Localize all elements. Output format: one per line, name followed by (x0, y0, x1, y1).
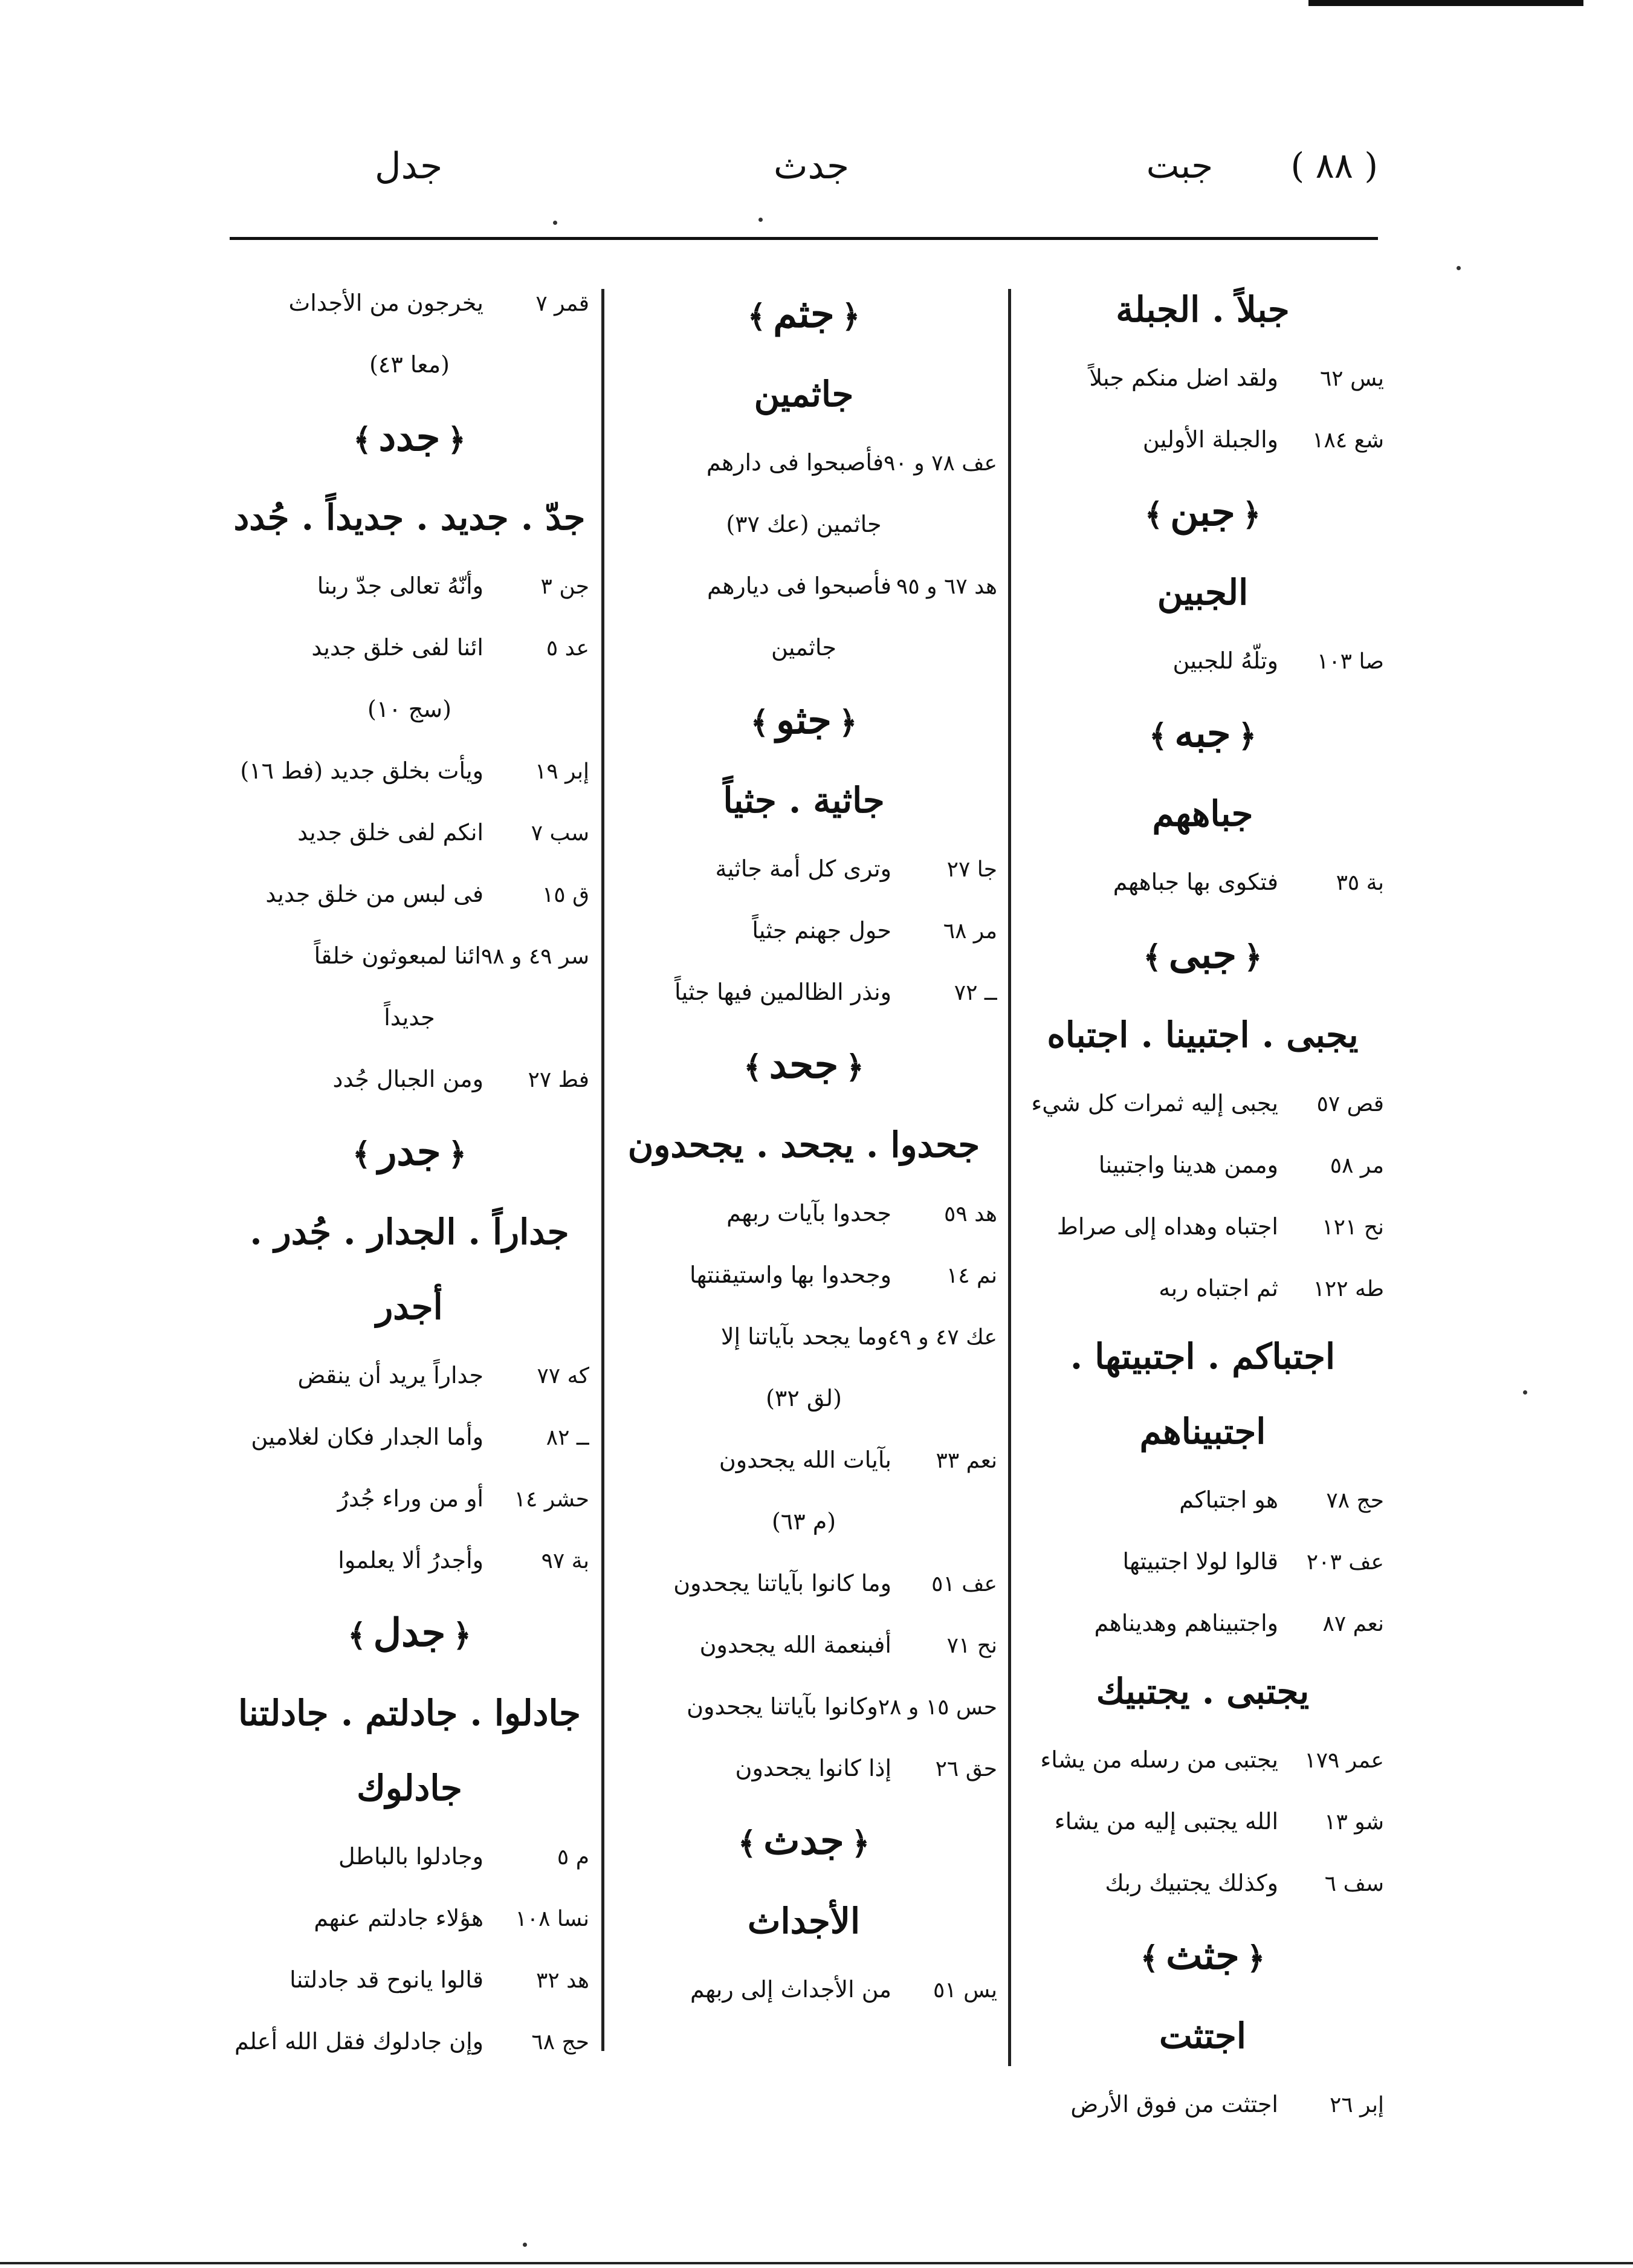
sura-ref: ــ ٧٢ (954, 980, 997, 1005)
header-root-right: جبت (1146, 145, 1214, 186)
verse-text: ويأت بخلق جديد (فط ١٦) (240, 757, 483, 784)
sura-ref: بة ٣٥ (1336, 870, 1384, 895)
cross-ref-note: (سج ١٠) (367, 696, 451, 722)
ornament-bracket: ﴾ (1144, 496, 1163, 533)
derived-forms: اجتثت (1159, 2015, 1246, 2056)
root-text: جدل (373, 1610, 446, 1656)
verse-entry (230, 1887, 589, 1949)
ornament-bracket: ﴾ (1143, 939, 1162, 976)
sura-ref: إبر ٢٦ (1330, 2093, 1384, 2117)
verse-text: ائنا لمبعوثون خلقاً (314, 942, 481, 969)
sura-ref: شع ١٨٤ (1312, 428, 1384, 453)
scan-speck (553, 221, 557, 225)
verse-entry (1021, 1072, 1384, 1134)
verse-entry (610, 1552, 997, 1614)
verse-continuation: (م ٦٣) (771, 1508, 836, 1535)
verse-entry (1021, 1790, 1384, 1852)
derived-forms: جبلاً . الجبلة (1116, 289, 1290, 330)
verse-entry (610, 1676, 997, 1737)
verse-text: فتكوى بها جباههم (1113, 869, 1278, 895)
verse-text: وأجدرُ ألا يعلموا (338, 1547, 483, 1573)
ornament-bracket: ﴿ (841, 298, 861, 335)
verse-entry (610, 1182, 997, 1244)
verse-text: ونذر الظالمين فيها جثياً (674, 979, 891, 1005)
sura-ref: يس ٥١ (933, 1978, 997, 2003)
verse-entry (1021, 1531, 1384, 1592)
sura-ref: هد ٣٢ (536, 1968, 589, 1993)
verse-text: ولقد اضل منكم جبلاً (1089, 364, 1278, 391)
verse-text: هؤلاء جادلتم عنهم (314, 1905, 483, 1931)
root-heading (1021, 1914, 1384, 1998)
verse-entry (230, 740, 589, 802)
ornament-bracket: ﴿ (1242, 496, 1261, 533)
page-header (230, 145, 1378, 206)
sura-ref: كه ٧٧ (537, 1364, 589, 1388)
sura-ref: حج ٧٨ (1326, 1488, 1384, 1513)
sura-ref: نح ١٢١ (1322, 1215, 1384, 1240)
derived-forms: اجتباكم . اجتبيتها . اجتبيناهم (1070, 1336, 1336, 1452)
verse-entry (610, 432, 997, 493)
verse-text: وإن جادلوك فقل الله أعلم (234, 2028, 483, 2055)
ornament-bracket: ﴾ (1140, 1940, 1159, 1977)
verse-text: يجبى إليه ثمرات كل شيء (1031, 1090, 1278, 1116)
sura-ref: عد ٥ (546, 636, 589, 661)
verse-text: وكذلك يجتبيك ربك (1105, 1870, 1278, 1896)
sura-ref: نعم ٨٧ (1322, 1612, 1384, 1636)
root-text: جدد (378, 415, 441, 460)
verse-text: من الأجداث إلى ربهم (690, 1976, 891, 2003)
verse-entry (230, 1529, 589, 1591)
derived-forms: يجتبى . يجتبيك (1096, 1671, 1310, 1712)
sura-ref: سف ٦ (1324, 1871, 1384, 1896)
verse-text: ائنا لفى خلق جديد (311, 634, 483, 661)
verse-entry (610, 961, 997, 1023)
verse-entry (230, 802, 589, 863)
verse-entry (610, 1614, 997, 1676)
root-heading (610, 678, 997, 763)
sura-ref: حج ٦٨ (531, 2030, 589, 2055)
derived-forms: جداراً . الجدار . جُدر . أجدر (250, 1211, 569, 1327)
ornament-bracket: ﴿ (846, 1049, 864, 1086)
verse-text: ثم اجتباه ربه (1159, 1275, 1278, 1301)
verse-text: اجتثت من فوق الأرض (1070, 2091, 1278, 2117)
verse-entry (1021, 347, 1384, 409)
root-heading (1021, 470, 1384, 555)
verse-entry (610, 899, 997, 961)
verse-entry (230, 272, 589, 334)
verse-text: جداراً يريد أن ينقض (297, 1362, 483, 1388)
verse-entry (230, 1048, 589, 1110)
header-root-left: جدل (375, 145, 443, 187)
root-text: جثم (773, 291, 835, 337)
verse-entry (230, 1468, 589, 1529)
verse-entry (230, 555, 589, 617)
root-text: جدث (763, 1818, 844, 1864)
ornament-bracket: ﴿ (838, 704, 858, 741)
header-rule (230, 237, 1378, 240)
verse-entry (610, 1244, 997, 1306)
sura-ref: قمر ٧ (535, 291, 589, 316)
derived-forms: جحدوا . يجحد . يجحدون (627, 1124, 980, 1165)
root-heading (230, 1591, 589, 1676)
verse-text: فى لبس من خلق جديد (265, 881, 483, 907)
sura-ref: نح ٧١ (946, 1633, 997, 1658)
derived-forms: جدّ . جديد . جديداً . جُدد (233, 497, 586, 538)
root-heading (610, 1023, 997, 1107)
ornament-bracket: ﴾ (352, 1136, 371, 1173)
sura-ref: حشر ١٤ (514, 1487, 589, 1512)
verse-text: هو اجتباكم (1179, 1486, 1278, 1513)
derived-forms: جاثية . جثياً (723, 780, 885, 821)
verse-entry (1021, 630, 1384, 692)
scan-speck (523, 2243, 527, 2247)
derived-forms: الجبين (1157, 572, 1249, 613)
sura-ref: مر ٦٨ (943, 919, 997, 944)
verse-entry (610, 555, 997, 617)
sura-ref: نسا ١٠٨ (515, 1907, 589, 1931)
sura-ref: سر ٤٩ و ٩٨ (480, 944, 589, 969)
verse-entry (230, 1344, 589, 1406)
verse-text: اجتباه وهداه إلى صراط (1056, 1213, 1278, 1240)
verse-entry (610, 838, 997, 899)
root-heading (610, 272, 997, 357)
verse-entry (1021, 409, 1384, 470)
verse-text: الله يجتبى إليه من يشاء (1054, 1808, 1278, 1835)
bottom-edge (0, 2262, 1633, 2264)
column-left (230, 272, 589, 2072)
verse-entry (230, 1949, 589, 2010)
verse-text: قالوا لولا اجتبيتها (1122, 1548, 1278, 1575)
sura-ref: طه ١٢٢ (1313, 1277, 1384, 1301)
verse-continuation: جاثمين (771, 634, 836, 661)
root-text: جبه (1174, 711, 1231, 756)
verse-text: ومن الجبال جُدد (332, 1066, 483, 1092)
verse-text: فأصبحوا فى دارهم (706, 449, 884, 476)
verse-entry (1021, 1729, 1384, 1790)
column-middle (610, 272, 997, 2020)
ornament-bracket: ﴿ (448, 1136, 467, 1173)
ornament-bracket: ﴾ (747, 298, 766, 335)
root-text: جثث (1166, 1933, 1240, 1978)
verse-text: حول جهنم جثياً (752, 917, 891, 944)
sura-ref: يس ٦٢ (1319, 366, 1384, 391)
sura-ref: عك ٤٧ و ٤٩ (888, 1325, 997, 1350)
root-text: جثو (776, 698, 832, 743)
root-heading (230, 395, 589, 480)
derived-forms: جاثمين (754, 374, 854, 415)
root-text: جدر (378, 1129, 441, 1174)
verse-text: وتلّهُ للجبين (1172, 647, 1278, 674)
root-heading (230, 1110, 589, 1194)
verse-text: وأنّهُ تعالى جدّ ربنا (317, 572, 483, 599)
root-text: جبى (1168, 932, 1237, 977)
verse-text: واجتبيناهم وهديناهم (1094, 1610, 1278, 1636)
verse-entry (1021, 1257, 1384, 1319)
root-text: جبن (1170, 490, 1235, 535)
sura-ref: سب ٧ (531, 821, 589, 846)
ornament-bracket: ﴾ (737, 1825, 757, 1862)
verse-text: قالوا يانوح قد جادلتنا (289, 1966, 483, 1993)
verse-entry (610, 1737, 997, 1799)
derived-forms: جادلوك (357, 1767, 462, 1809)
verse-text: إذا كانوا يجحدون (735, 1755, 891, 1781)
sura-ref: م ٥ (557, 1845, 589, 1870)
verse-entry (230, 617, 589, 678)
verse-continuation: جديداً (384, 1004, 435, 1031)
derived-forms: يجبى . اجتبينا . اجتباه (1047, 1014, 1359, 1055)
verse-text: والجبلة الأولين (1142, 426, 1278, 453)
root-heading (610, 1799, 997, 1884)
column-divider (601, 289, 604, 2051)
sura-ref: هد ٦٧ و ٩٥ (896, 574, 997, 599)
sura-ref: ق ١٥ (542, 883, 589, 907)
verse-entry (230, 1406, 589, 1468)
root-heading (1021, 692, 1384, 776)
verse-entry (610, 1306, 997, 1367)
sura-ref: إبر ١٩ (535, 759, 589, 784)
verse-text: وكانوا بآياتنا يجحدون (687, 1693, 878, 1720)
verse-text: يخرجون من الأجداث (288, 290, 483, 316)
sura-ref: بة ٩٧ (541, 1549, 589, 1573)
verse-entry (230, 1826, 589, 1887)
sura-ref: شو ١٣ (1324, 1810, 1384, 1835)
verse-text: يجتبى من رسله من يشاء (1040, 1746, 1278, 1773)
sura-ref: جا ٢٧ (946, 857, 997, 882)
ornament-bracket: ﴿ (453, 1617, 471, 1654)
ornament-bracket: ﴾ (353, 421, 372, 458)
cross-ref-note: (معا ٤٣) (369, 351, 450, 378)
column-right (1021, 272, 1384, 2135)
ornament-bracket: ﴾ (1148, 718, 1168, 754)
verse-text: وجحدوا بها واستيقنتها (690, 1262, 891, 1288)
verse-text: بآيات الله يجحدون (719, 1447, 891, 1473)
verse-entry (1021, 851, 1384, 913)
verse-text: أفبنعمة الله يجحدون (699, 1631, 891, 1658)
verse-entry (1021, 2073, 1384, 2135)
ornament-bracket: ﴿ (1246, 1940, 1266, 1977)
verse-text: وممن هدينا واجتبينا (1098, 1152, 1278, 1178)
derived-forms: جباههم (1152, 793, 1253, 834)
page-number: ( ٨٨ ) (1290, 145, 1378, 186)
sura-ref: فط ٢٧ (528, 1068, 589, 1092)
scan-speck (758, 218, 763, 222)
verse-entry (230, 2010, 589, 2072)
ornament-bracket: ﴾ (750, 704, 769, 741)
root-heading (1021, 913, 1384, 997)
sura-ref: عف ٥١ (931, 1572, 997, 1596)
sura-ref: عف ٧٨ و ٩٠ (884, 451, 997, 476)
header-right (1146, 145, 1378, 186)
verse-continuation: جاثمين (عك ٣٧) (726, 511, 882, 537)
verse-text: انكم لفى خلق جديد (297, 819, 483, 846)
sura-ref: عمر ١٧٩ (1304, 1748, 1384, 1773)
ornament-bracket: ﴿ (1244, 939, 1263, 976)
sura-ref: صا ١٠٣ (1317, 649, 1384, 674)
verse-entry (610, 1429, 997, 1491)
derived-forms: جادلوا . جادلتم . جادلتنا (238, 1693, 581, 1734)
verse-text: أو من وراء جُدرُ (337, 1485, 483, 1512)
root-text: جحد (769, 1042, 839, 1087)
scan-speck (1523, 1390, 1527, 1395)
verse-entry (610, 1959, 997, 2020)
sura-ref: جن ٣ (540, 574, 589, 599)
verse-text: جحدوا بآيات ربهم (726, 1200, 891, 1226)
derived-forms: الأجداث (747, 1900, 861, 1942)
verse-entry (1021, 1134, 1384, 1196)
verse-text: وترى كل أمة جاثية (715, 855, 891, 882)
verse-entry (1021, 1852, 1384, 1914)
verse-entry (1021, 1196, 1384, 1257)
top-edge-bar (1308, 0, 1583, 6)
header-root-center: جدث (774, 145, 850, 187)
ornament-bracket: ﴿ (1238, 718, 1257, 754)
sura-ref: مر ٥٨ (1330, 1153, 1384, 1178)
sura-ref: نم ١٤ (946, 1263, 997, 1288)
ornament-bracket: ﴿ (851, 1825, 870, 1862)
sura-ref: قص ٥٧ (1316, 1092, 1384, 1116)
verse-entry (1021, 1592, 1384, 1654)
ornament-bracket: ﴾ (348, 1617, 366, 1654)
verse-text: وما كانوا بآياتنا يجحدون (673, 1570, 891, 1596)
verse-text: وأما الجدار فكان لغلامين (251, 1424, 483, 1450)
sura-ref: نعم ٣٣ (936, 1448, 997, 1473)
sura-ref: ــ ٨٢ (546, 1425, 589, 1450)
verse-text: فأصبحوا فى ديارهم (707, 572, 891, 599)
sura-ref: عف ٢٠٣ (1306, 1550, 1384, 1575)
verse-entry (230, 925, 589, 987)
verse-entry (230, 863, 589, 925)
ornament-bracket: ﴾ (743, 1049, 762, 1086)
sura-ref: حس ١٥ و ٢٨ (878, 1695, 997, 1720)
scan-speck (1457, 266, 1461, 270)
column-divider (1008, 289, 1011, 2066)
sura-ref: هد ٥٩ (944, 1202, 997, 1226)
ornament-bracket: ﴿ (447, 421, 466, 458)
verse-continuation: (لق ٣٢) (766, 1385, 842, 1411)
verse-text: وما يجحد بآياتنا إلا (720, 1323, 888, 1350)
verse-entry (1021, 1469, 1384, 1531)
verse-text: وجادلوا بالباطل (338, 1843, 483, 1870)
sura-ref: حق ٢٦ (935, 1757, 997, 1781)
